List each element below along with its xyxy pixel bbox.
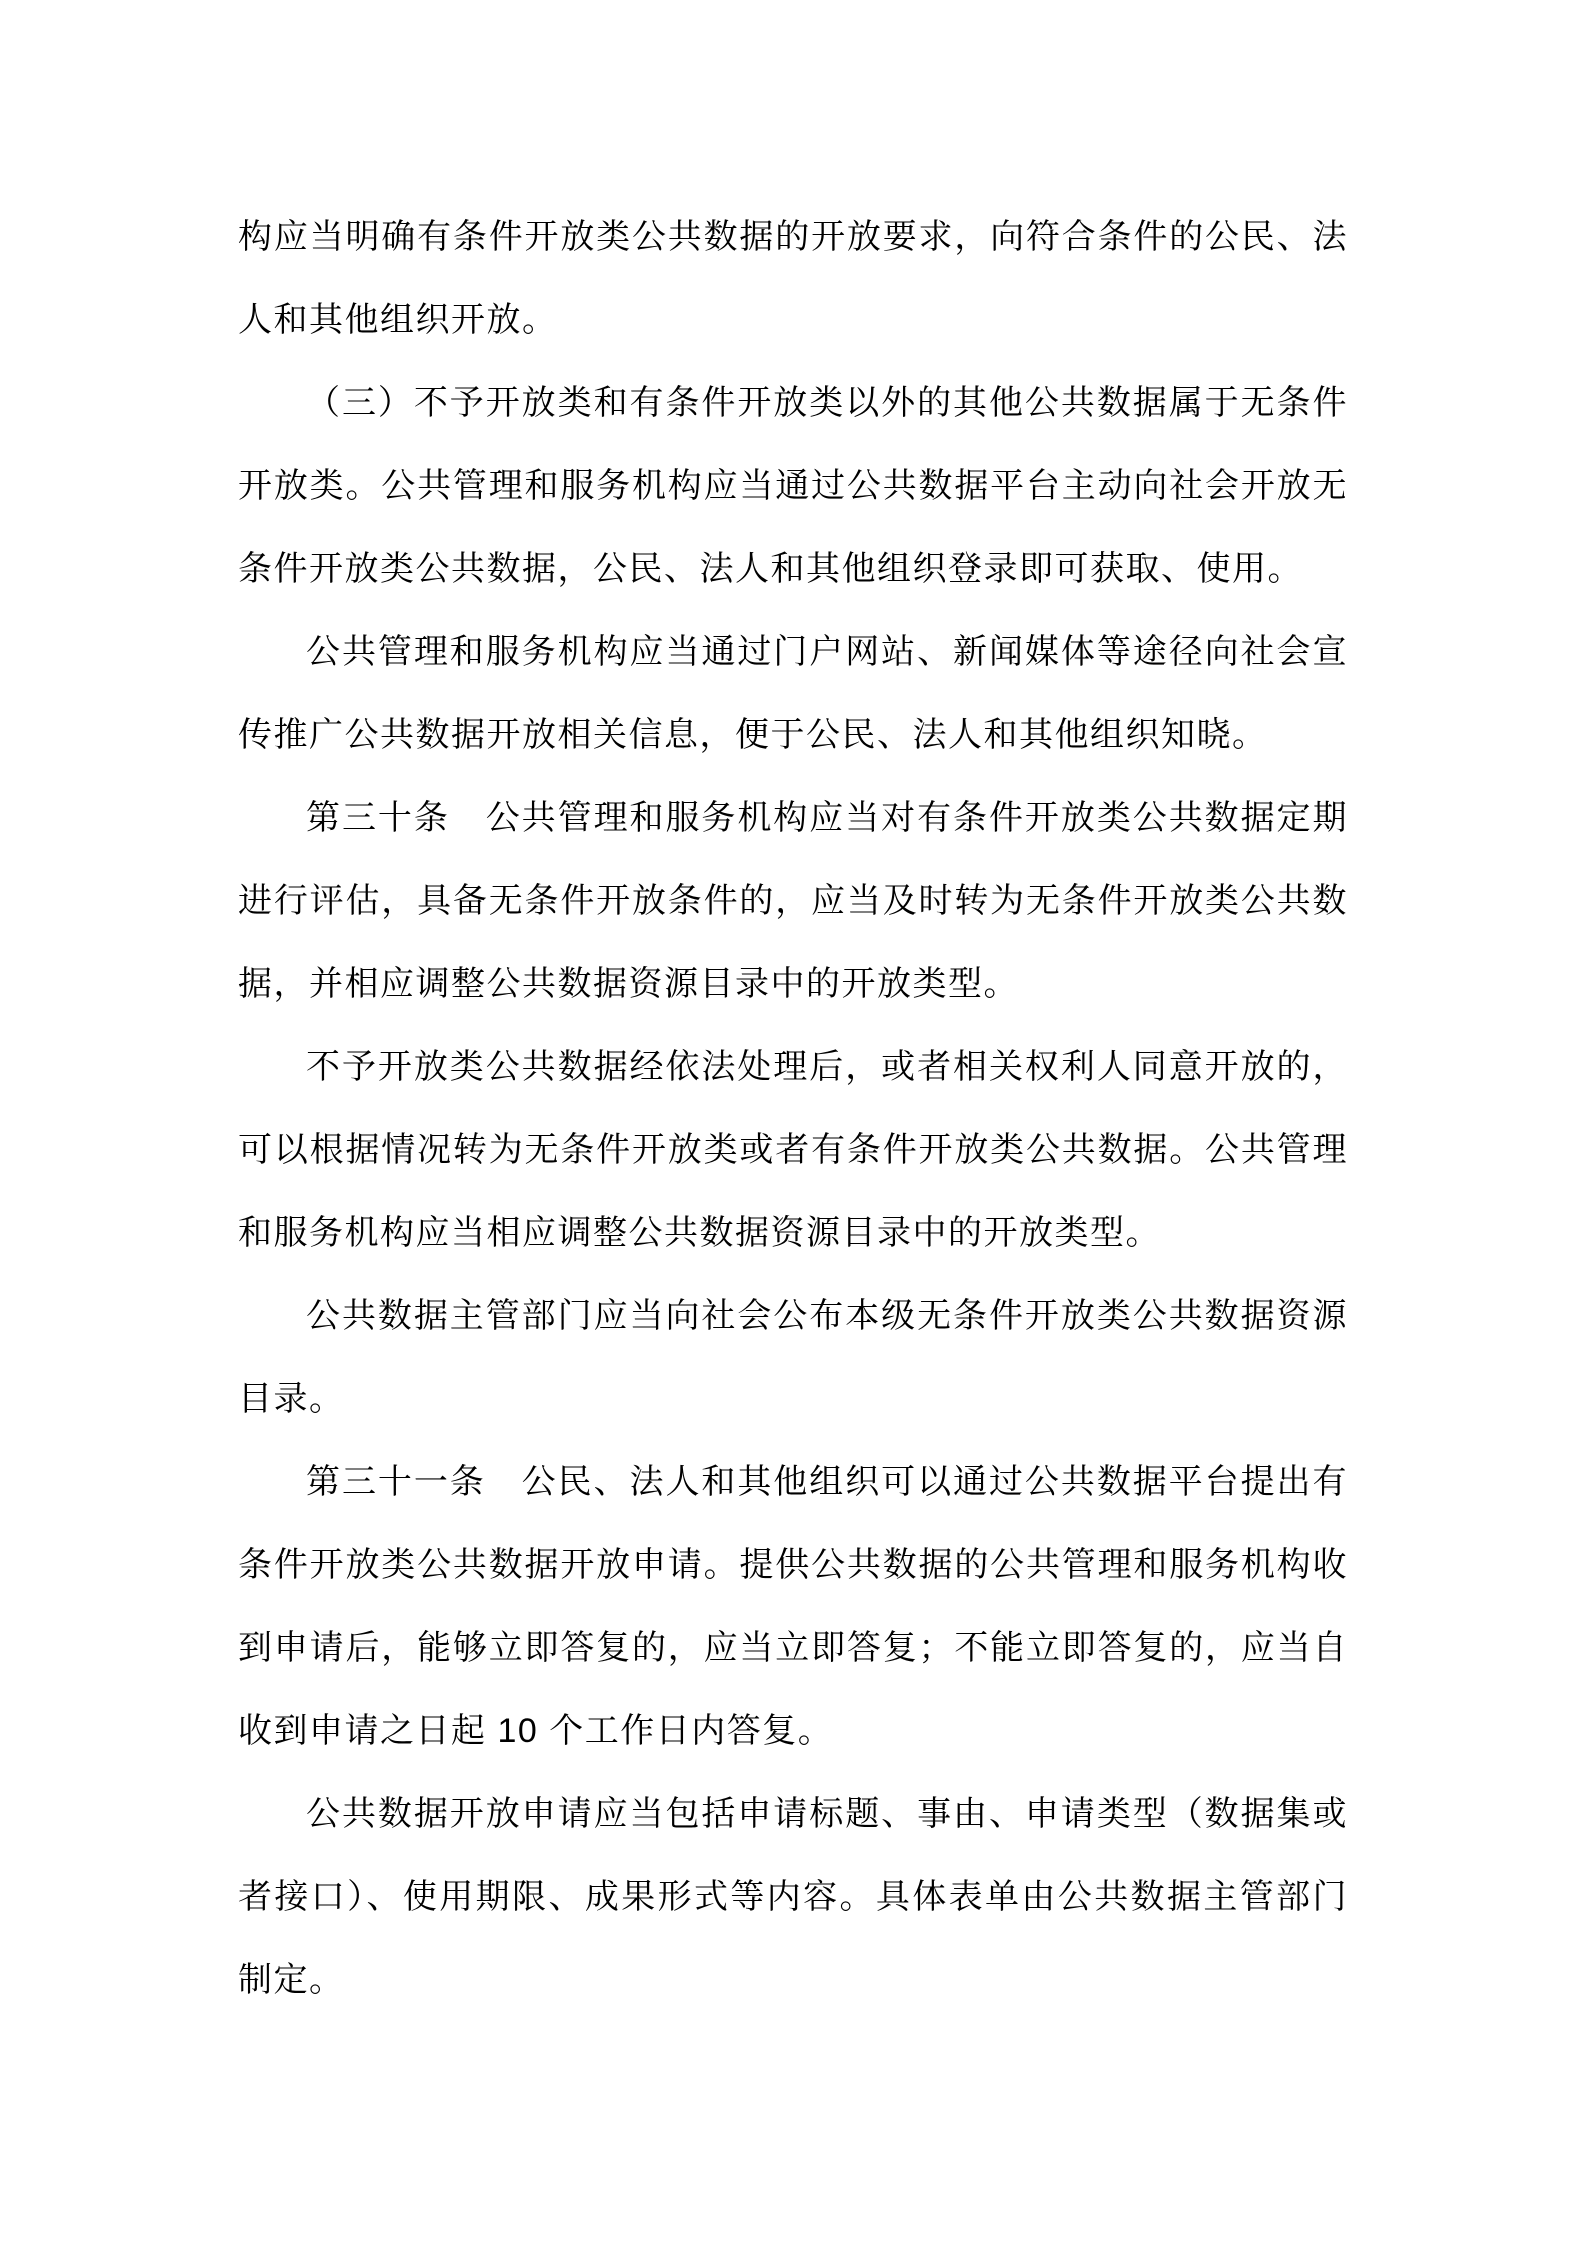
paragraph-article-31: 第三十一条 公民、法人和其他组织可以通过公共数据平台提出有条件开放类公共数据开放申请。提供公共数据的公共管理和服务机构收到申请后，能够立即答复的，应当立即答复；不能立即答复的，应当自收到申请之日起 10 个工作日内答复。 bbox=[238, 1463, 1348, 1750]
paragraph-clause-3-unconditional-open: （三）不予开放类和有条件开放类以外的其他公共数据属于无条件开放类。公共管理和服务机构应当通过公共数据平台主动向社会开放无条件开放类公共数据，公民、法人和其他组织登录即可获取、使用。 bbox=[238, 384, 1348, 588]
document-body bbox=[238, 196, 1348, 2022]
paragraph-article-30-para-2: 不予开放类公共数据经依法处理后，或者相关权利人同意开放的，可以根据情况转为无条件开放类或者有条件开放类公共数据。公共管理和服务机构应当相应调整公共数据资源目录中的开放类型。 bbox=[238, 1048, 1348, 1252]
paragraph-article-30: 第三十条 公共管理和服务机构应当对有条件开放类公共数据定期进行评估，具备无条件开放条件的，应当及时转为无条件开放类公共数据，并相应调整公共数据资源目录中的开放类型。 bbox=[238, 799, 1348, 1003]
paragraph-publicity-channels: 公共管理和服务机构应当通过门户网站、新闻媒体等途径向社会宣传推广公共数据开放相关信息，便于公民、法人和其他组织知晓。 bbox=[238, 633, 1348, 754]
paragraph-article-30-para-3: 公共数据主管部门应当向社会公布本级无条件开放类公共数据资源目录。 bbox=[238, 1297, 1348, 1418]
paragraph-continued-clause-2: 构应当明确有条件开放类公共数据的开放要求，向符合条件的公民、法人和其他组织开放。 bbox=[238, 218, 1348, 339]
paragraph-article-31-para-2: 公共数据开放申请应当包括申请标题、事由、申请类型（数据集或者接口）、使用期限、成果形式等内容。具体表单由公共数据主管部门制定。 bbox=[238, 1795, 1348, 1999]
